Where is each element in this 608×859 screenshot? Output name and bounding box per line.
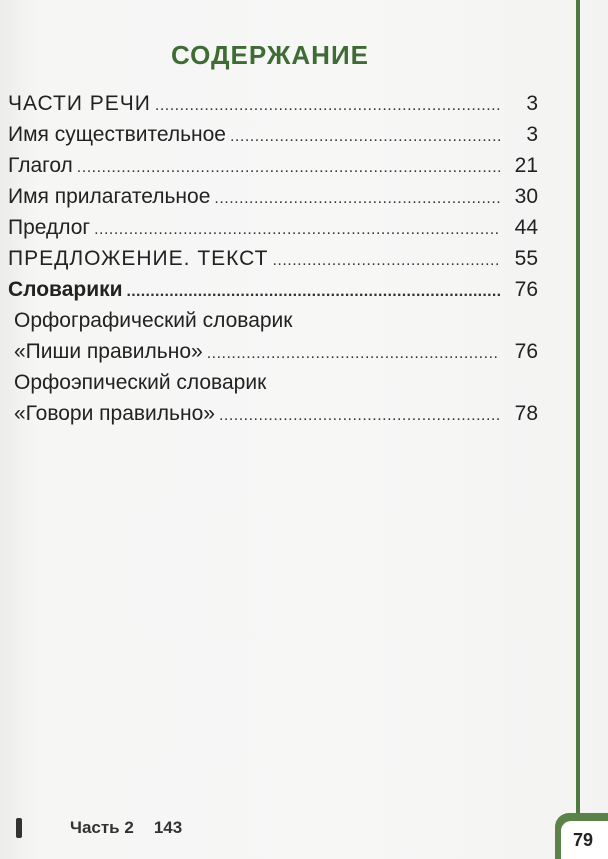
toc-entry	[8, 398, 538, 429]
toc-entry-page: 21	[514, 154, 538, 177]
toc-entry-page: 3	[526, 92, 538, 115]
toc-entry	[8, 181, 538, 212]
toc-entry-page: 44	[514, 216, 538, 239]
margin-rule	[576, 0, 580, 820]
table-of-contents	[8, 88, 538, 429]
leader-dots	[230, 121, 500, 152]
leader-dots	[219, 400, 500, 431]
toc-entry	[8, 150, 538, 181]
toc-entry-title: ЧАСТИ РЕЧИ	[8, 92, 151, 115]
page-number-tab	[555, 813, 608, 859]
leader-dots	[94, 214, 500, 245]
page-footer	[16, 818, 182, 838]
footer-part-label: Часть 2	[70, 818, 134, 837]
page-title: СОДЕРЖАНИЕ	[171, 40, 369, 70]
toc-entry-title: Имя существительное	[8, 123, 226, 146]
toc-entry-title: Имя прилагательное	[8, 185, 211, 208]
toc-entry-title: Орфографический словарик	[14, 309, 293, 332]
toc-entry	[8, 119, 538, 150]
toc-entry	[8, 305, 538, 336]
footer-book-page: 143	[153, 818, 183, 837]
toc-entry	[8, 367, 538, 398]
toc-entry	[8, 212, 538, 243]
toc-entry-page: 76	[514, 340, 538, 363]
toc-entry-title: «Пиши правильно»	[14, 340, 203, 363]
toc-entry-title: Орфоэпический словарик	[14, 371, 267, 394]
toc-entry-page: 30	[514, 185, 538, 208]
toc-entry-title: Предлог	[8, 216, 91, 239]
toc-entry	[8, 274, 538, 305]
leader-dots	[155, 90, 500, 121]
footer-bar	[16, 818, 22, 838]
leader-dots	[77, 152, 500, 183]
toc-entry-page: 3	[526, 123, 538, 146]
toc-entry-title: ПРЕДЛОЖЕНИЕ. ТЕКСТ	[8, 247, 269, 270]
toc-entry-page: 76	[514, 278, 538, 301]
toc-entry-page: 55	[514, 247, 538, 270]
toc-entry-page: 78	[514, 402, 538, 425]
toc-entry-title: Глагол	[8, 154, 73, 177]
leader-dots	[127, 276, 500, 307]
leader-dots	[207, 338, 500, 369]
toc-entry-title: Словарики	[8, 278, 123, 301]
leader-dots	[272, 245, 500, 276]
toc-entry-title: «Говори правильно»	[14, 402, 215, 425]
page-number: 79	[561, 821, 608, 859]
toc-entry	[8, 243, 538, 274]
toc-entry	[8, 88, 538, 119]
toc-entry	[8, 336, 538, 367]
leader-dots	[214, 183, 500, 214]
